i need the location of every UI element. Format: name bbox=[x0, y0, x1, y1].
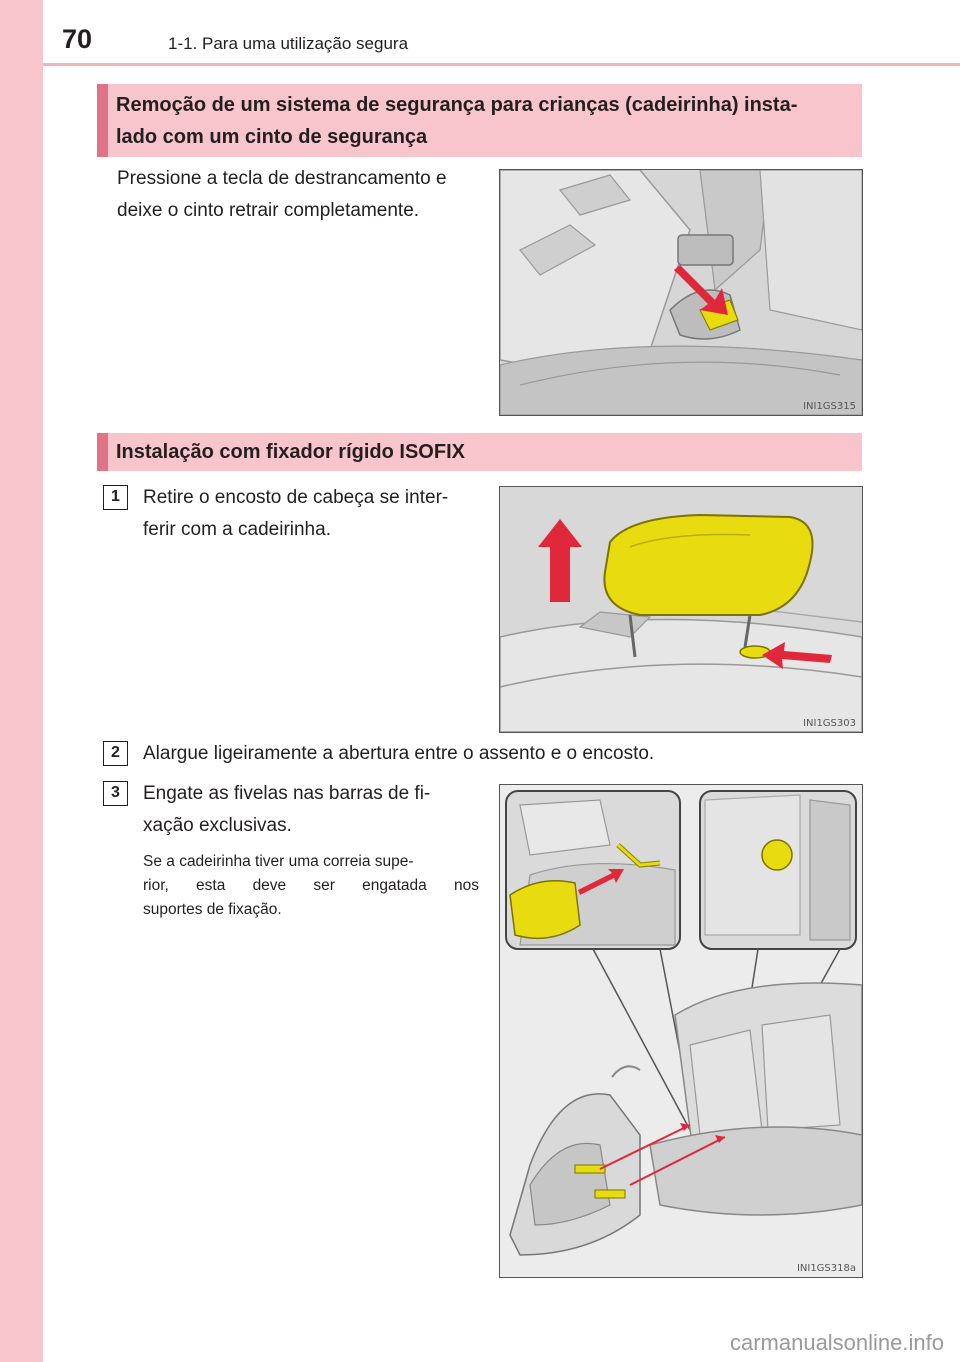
step3-note-line1: Se a cadeirinha tiver uma correia supe- bbox=[143, 853, 414, 870]
step3-note bbox=[143, 850, 479, 922]
figure-headrest-removal bbox=[499, 486, 863, 733]
step3-text-line2: xação exclusivas. bbox=[143, 815, 292, 836]
step1-text-line2: ferir com a cadeirinha. bbox=[143, 519, 331, 540]
section-heading-line1: Remoção de um sistema de segurança para crianças (cadeirinha) insta- bbox=[116, 94, 798, 116]
figure-code: INI1GS318a bbox=[796, 1263, 856, 1274]
step1-text bbox=[143, 482, 448, 546]
step3-text bbox=[143, 778, 479, 842]
step-number-3: 3 bbox=[103, 781, 128, 806]
figure-code: INI1GS315 bbox=[803, 401, 856, 412]
side-color-strip bbox=[0, 0, 43, 1362]
page-number: 70 bbox=[62, 24, 93, 54]
header-rule bbox=[43, 63, 960, 66]
watermark: carmanualsonline.info bbox=[729, 1330, 944, 1355]
removal-text-line2: deixe o cinto retrair completamente. bbox=[117, 200, 420, 221]
step3-note-line3: suportes de fixação. bbox=[143, 901, 282, 918]
removal-text-line1: Pressione a tecla de destrancamento e bbox=[117, 168, 447, 189]
seatbelt-release-illustration bbox=[500, 170, 862, 415]
step2-text: Alargue ligeiramente a abertura entre o assento e o encosto. bbox=[143, 743, 655, 764]
section-heading-removal bbox=[97, 84, 862, 157]
figure-seatbelt-release bbox=[499, 169, 863, 416]
step3-note-line2: rior, esta deve ser engatada nos bbox=[143, 877, 479, 894]
step1-text-line1: Retire o encosto de cabeça se inter- bbox=[143, 487, 449, 508]
isofix-installation-illustration bbox=[500, 785, 862, 1277]
running-title: 1-1. Para uma utilização segura bbox=[168, 34, 409, 53]
section-heading-line2: lado com um cinto de segurança bbox=[116, 126, 428, 148]
step3-text-line1: Engate as fivelas nas barras de fi- bbox=[143, 783, 431, 804]
figure-isofix-installation bbox=[499, 784, 863, 1278]
headrest-removal-illustration bbox=[500, 487, 862, 732]
step-number-1: 1 bbox=[103, 485, 128, 510]
section-heading-isofix: Instalação com fixador rígido ISOFIX bbox=[97, 433, 862, 471]
removal-instruction bbox=[117, 163, 447, 227]
figure-code: INI1GS303 bbox=[803, 718, 856, 729]
step-number-2: 2 bbox=[103, 741, 128, 766]
